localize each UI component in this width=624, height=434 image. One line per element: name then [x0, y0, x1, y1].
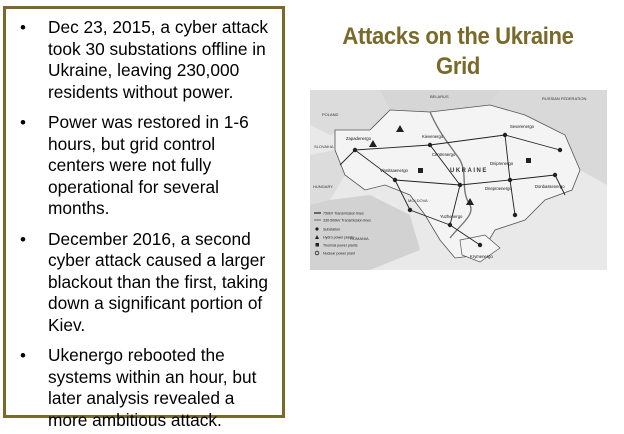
thermal-plant-marker: [526, 158, 531, 163]
map-label: HUNGARY: [313, 184, 333, 189]
map-label: POLAND: [322, 112, 339, 117]
substation-dot: [503, 133, 507, 137]
bullet-text: Ukenergo rebooted the systems within an hour, but later analysis revealed a more ambitious attack.: [48, 345, 257, 430]
bullet-item: [14, 229, 276, 337]
legend-label: 750kV Transmission lines: [323, 211, 364, 216]
substation-dot: [558, 148, 562, 152]
bullet-dot: •: [20, 229, 26, 249]
bullet-item: [14, 17, 276, 103]
map-label: SLOVAKIA: [314, 144, 334, 149]
bullet-dot: •: [20, 18, 26, 37]
substation-dot: [553, 173, 557, 177]
map-label: Severenergo: [510, 124, 534, 129]
legend-label: Thermal power plants: [323, 243, 358, 248]
map-label: BELARUS: [430, 94, 449, 99]
legend-label: Substation: [323, 227, 340, 232]
legend-substation-swatch: [315, 227, 318, 230]
bullet-item: [14, 112, 276, 220]
legend-label: Hydro power plants: [323, 235, 354, 240]
legend-label: Nuclear power plant: [323, 251, 355, 256]
map-label: Dniprenergo: [490, 161, 514, 166]
bullet-text-box: [3, 6, 285, 430]
map-label: MOLDOVA: [408, 198, 428, 203]
bullet-text: Dec 23, 2015, a cyber attack took 30 substations offline in Ukraine, leaving 230,000 residents without power.: [48, 17, 268, 102]
substation-dot: [458, 183, 462, 187]
bullet-dot: •: [20, 113, 26, 132]
bullet-text: December 2016, a second cyber attack caused a larger blackout than the first, taking down a significant portion of Kiev.: [48, 228, 268, 335]
map-label: RUSSIAN FEDERATION: [542, 96, 587, 101]
bullet-dot: •: [20, 346, 26, 365]
map-label: Zapadenergo: [346, 136, 371, 141]
substation-dot: [478, 243, 482, 247]
substation-dot: [508, 178, 512, 182]
ukraine-grid-map: [310, 90, 607, 270]
map-label: Krymenergo: [470, 254, 493, 259]
substation-dot: [513, 213, 517, 217]
thermal-plant-marker: [418, 168, 423, 173]
map-label: UKRAINE: [450, 168, 488, 174]
slide-title: Attacks on the Ukraine Grid: [342, 23, 574, 80]
substation-dot: [408, 208, 412, 212]
map-label: Centrenergo: [432, 152, 456, 157]
substation-dot: [428, 143, 432, 147]
map-label: Kievenergo: [422, 134, 444, 139]
map-label: Donbassenergo: [535, 184, 565, 189]
legend-label: 330-500kV Transmission lines: [323, 218, 371, 223]
substation-dot: [353, 148, 357, 152]
substation-dot: [393, 178, 397, 182]
map-label: Vinnitsaenergo: [380, 168, 408, 173]
legend-thermal-swatch: [316, 243, 320, 247]
substation-dot: [448, 223, 452, 227]
bullet-item: [14, 345, 276, 431]
map-label: Dneproenergo: [485, 186, 512, 191]
map-label: Yuzhenergo: [440, 214, 463, 219]
bullet-text: Power was restored in 1-6 hours, but grid control centers were not fully operational for several months.: [48, 112, 249, 218]
bullet-list: [14, 17, 276, 431]
map-label: ROMANIA: [350, 236, 369, 241]
